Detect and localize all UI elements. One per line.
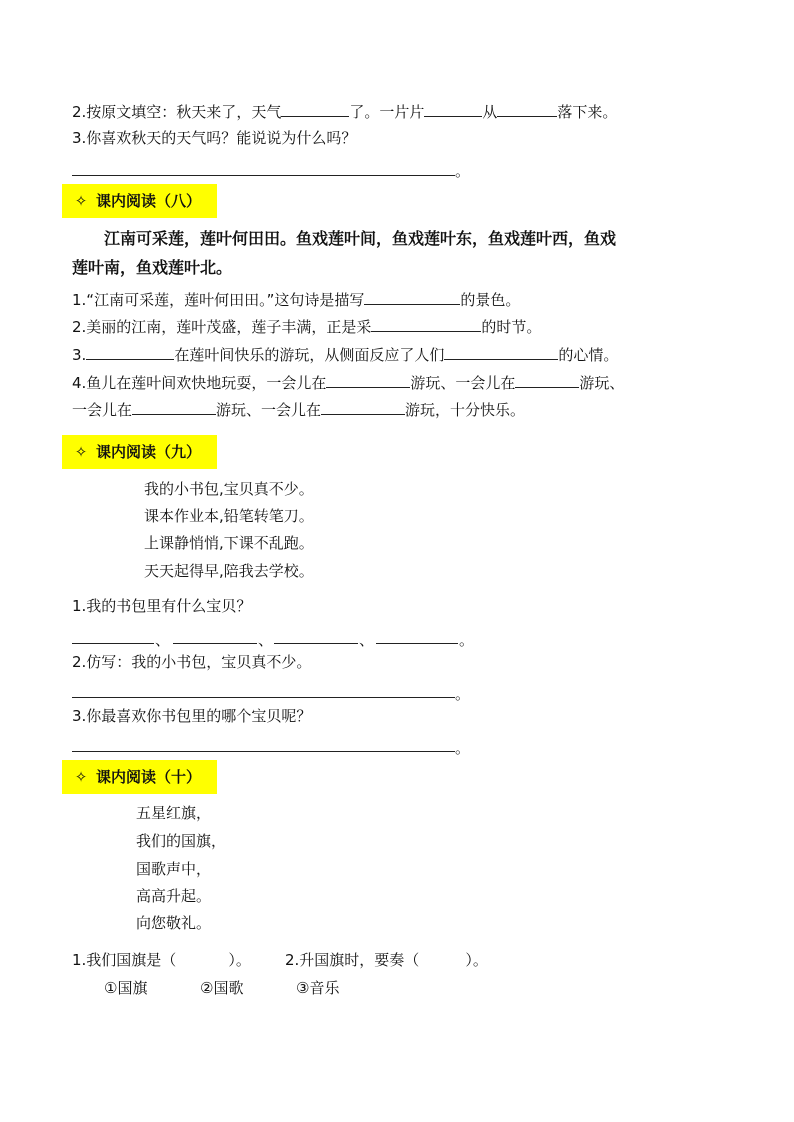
sec8-question-1: 1.“江南可采莲，莲叶何田田。”这句诗是描写 的景色。 xyxy=(72,291,521,309)
sec9-question-2: 2.仿写：我的小书包，宝贝真不少。 xyxy=(72,653,312,671)
answer-blank[interactable] xyxy=(515,372,579,388)
period: 。 xyxy=(455,162,471,180)
sec9-question-1: 1.我的书包里有什么宝贝？ xyxy=(72,597,252,615)
sec9-question-3: 3.你最喜欢你书包里的哪个宝贝呢？ xyxy=(72,707,312,725)
answer-blank[interactable] xyxy=(424,101,482,117)
answer-blank[interactable] xyxy=(321,399,405,415)
poem-line: 国歌声中， xyxy=(136,860,212,878)
sec10-question-1: 1.我们国旗是（ ）。 xyxy=(72,951,251,969)
poem-line-1: 江南可采莲，莲叶何田田。鱼戏莲叶间，鱼戏莲叶东，鱼戏莲叶西，鱼戏 xyxy=(104,229,617,248)
poem-line: 课本作业本,铅笔转笔刀。 xyxy=(144,507,314,525)
poem-line: 向您敬礼。 xyxy=(136,914,212,932)
sec8-question-3: 3. 在莲叶间快乐的游玩，从侧面反应了人们 的心情。 xyxy=(72,346,619,364)
sec10-question-2: 2.升国旗时，要奏（ ）。 xyxy=(285,951,488,969)
separator: 、 xyxy=(155,631,171,649)
answer-blank[interactable] xyxy=(132,399,216,415)
sparkle-star-icon: ✧ xyxy=(74,192,88,210)
poem-line: 上课静悄悄,下课不乱跑。 xyxy=(144,534,314,552)
answer-line[interactable] xyxy=(72,175,455,176)
poem-line: 我的小书包,宝贝真不少。 xyxy=(144,480,314,498)
separator: 、 xyxy=(258,631,274,649)
answer-line[interactable] xyxy=(376,643,458,644)
period: 。 xyxy=(455,685,471,703)
answer-blank[interactable] xyxy=(497,101,557,117)
answer-line[interactable] xyxy=(72,643,154,644)
answer-blank[interactable] xyxy=(371,316,481,332)
sec8-question-2: 2.美丽的江南，莲叶茂盛，莲子丰满，正是采 的时节。 xyxy=(72,318,542,336)
answer-blank[interactable] xyxy=(444,344,558,360)
option-2: ②国歌 xyxy=(200,979,244,997)
sparkle-star-icon: ✧ xyxy=(74,443,88,461)
answer-line[interactable] xyxy=(274,643,358,644)
section-header-9: ✧ 课内阅读（九） xyxy=(62,435,217,469)
sparkle-star-icon: ✧ xyxy=(74,768,88,786)
sec7-question-2: 2.按原文填空：秋天来了，天气 了。一片片 从 落下来。 xyxy=(72,103,618,121)
period: 。 xyxy=(459,631,475,649)
poem-line: 我们的国旗， xyxy=(136,832,227,850)
poem-line-2: 莲叶南，鱼戏莲叶北。 xyxy=(72,258,233,277)
period: 。 xyxy=(455,739,471,757)
answer-blank[interactable] xyxy=(281,101,349,117)
poem-line: 天天起得早,陪我去学校。 xyxy=(144,562,314,580)
answer-line[interactable] xyxy=(72,751,455,752)
answer-line[interactable] xyxy=(173,643,257,644)
option-3: ③音乐 xyxy=(296,979,340,997)
sec8-question-4-line-2: 一会儿在 游玩、一会儿在 游玩，十分快乐。 xyxy=(72,401,526,419)
option-1: ①国旗 xyxy=(104,979,148,997)
answer-line[interactable] xyxy=(72,697,455,698)
separator: 、 xyxy=(359,631,375,649)
section-header-10: ✧ 课内阅读（十） xyxy=(62,760,217,794)
answer-blank[interactable] xyxy=(86,344,174,360)
sec7-question-3: 3.你喜欢秋天的天气吗？能说说为什么吗？ xyxy=(72,129,357,147)
poem-line: 五星红旗， xyxy=(136,804,212,822)
answer-blank[interactable] xyxy=(326,372,410,388)
sec8-question-4-line-1: 4.鱼儿在莲叶间欢快地玩耍，一会儿在 游玩、一会儿在 游玩、 xyxy=(72,374,625,392)
poem-line: 高高升起。 xyxy=(136,887,212,905)
answer-blank[interactable] xyxy=(364,289,460,305)
section-header-8: ✧ 课内阅读（八） xyxy=(62,184,217,218)
